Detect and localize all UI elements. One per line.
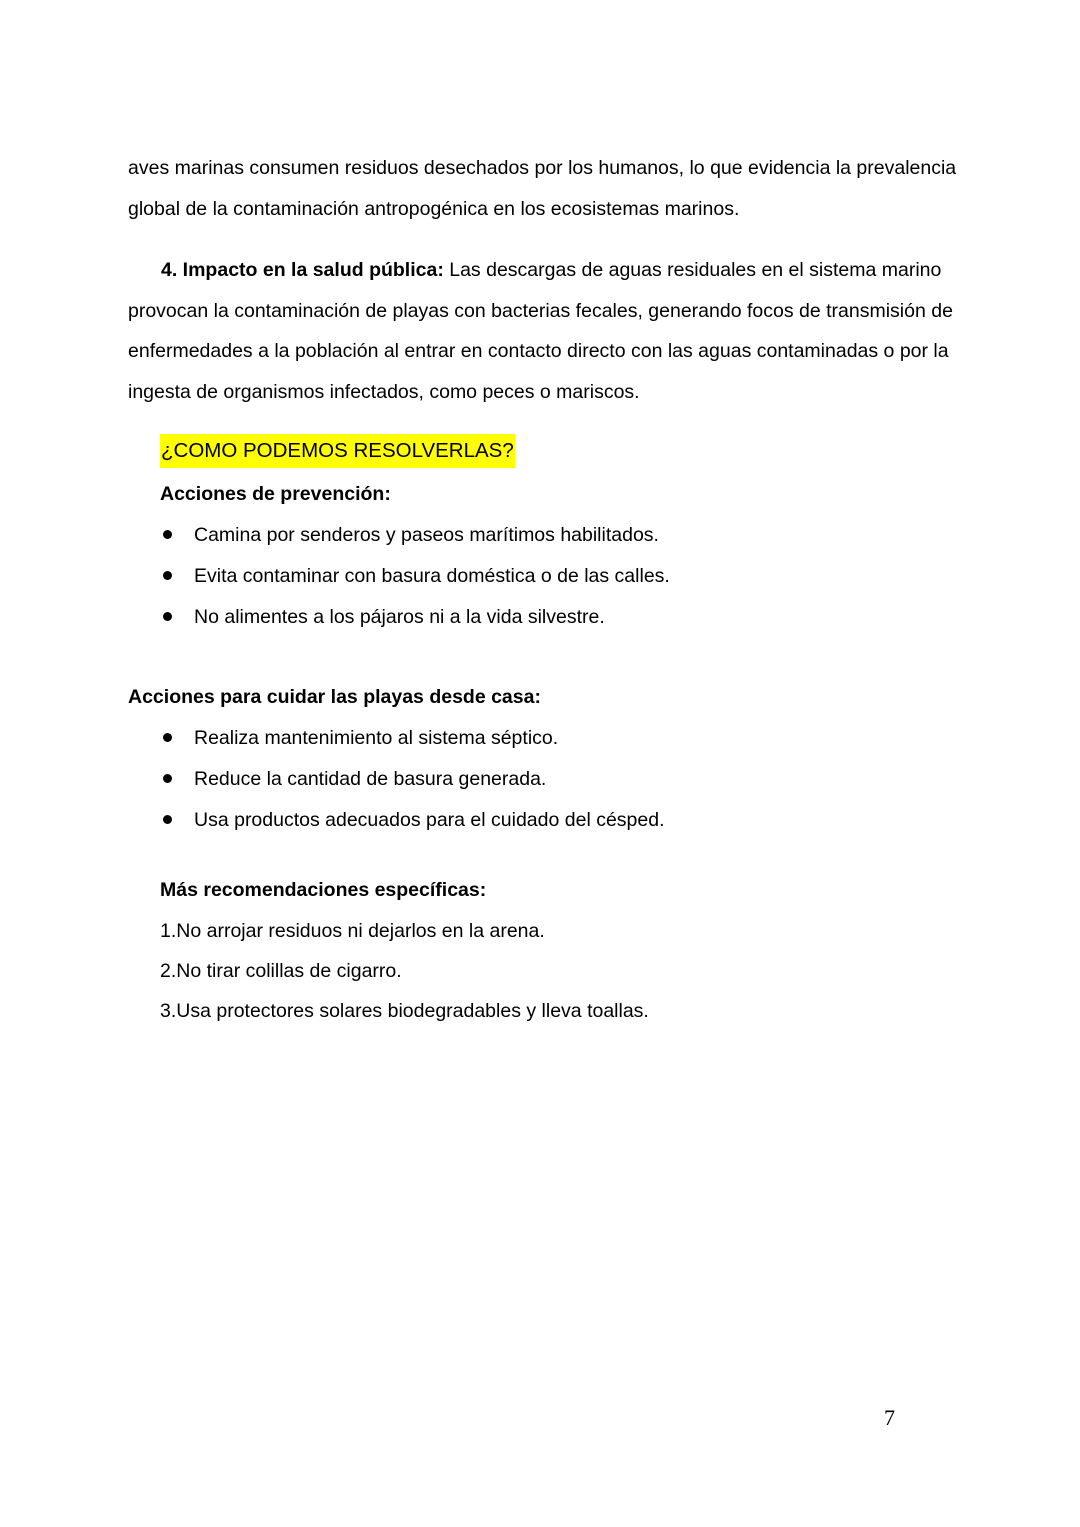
bullet-icon	[163, 612, 172, 621]
bullet-icon	[163, 733, 172, 742]
continuation-paragraph: aves marinas consumen residuos desechados por los humanos, lo que evidencia la prevalencia global de la contaminación antropogénica en los ecosistemas marinos.	[128, 157, 957, 220]
prevention-heading: Acciones de prevención:	[160, 483, 391, 505]
list-item-text: Realiza mantenimiento al sistema séptico.	[194, 727, 559, 749]
bullet-icon	[163, 571, 172, 580]
more-recommendations-heading: Más recomendaciones específicas:	[160, 879, 487, 901]
impact-label: 4. Impacto en la salud pública:	[161, 259, 444, 281]
bullet-icon	[163, 815, 172, 824]
list-item-text: No alimentes a los pájaros ni a la vida silvestre.	[194, 606, 605, 628]
more-recommendations-list	[160, 916, 649, 1036]
list-item: 2.No tirar colillas de cigarro.	[160, 960, 402, 982]
list-item-text: Camina por senderos y paseos marítimos habilitados.	[194, 524, 659, 546]
bullet-icon	[163, 774, 172, 783]
list-item: 3.Usa protectores solares biodegradables y lleva toallas.	[160, 1000, 649, 1022]
list-item: 1.No arrojar residuos ni dejarlos en la arena.	[160, 920, 545, 942]
impact-paragraph	[128, 250, 958, 412]
list-item-text: Evita contaminar con basura doméstica o de las calles.	[194, 565, 670, 587]
solutions-heading: ¿COMO PODEMOS RESOLVERLAS?	[160, 434, 515, 468]
list-item-text: Reduce la cantidad de basura generada.	[194, 768, 547, 790]
page-number: 7	[884, 1405, 895, 1430]
list-item-text: Usa productos adecuados para el cuidado del césped.	[194, 809, 665, 831]
impact-text: Las descargas de aguas residuales en el sistema marino provocan la contaminación de playas con bacterias fecales, generando focos de transmisión de enfermedades a la población al entrar en contacto directo con las aguas contaminadas o por la ingesta de organismos infectados, como peces o mariscos.	[128, 259, 953, 403]
home-care-heading: Acciones para cuidar las playas desde casa:	[128, 686, 541, 708]
bullet-icon	[163, 530, 172, 539]
